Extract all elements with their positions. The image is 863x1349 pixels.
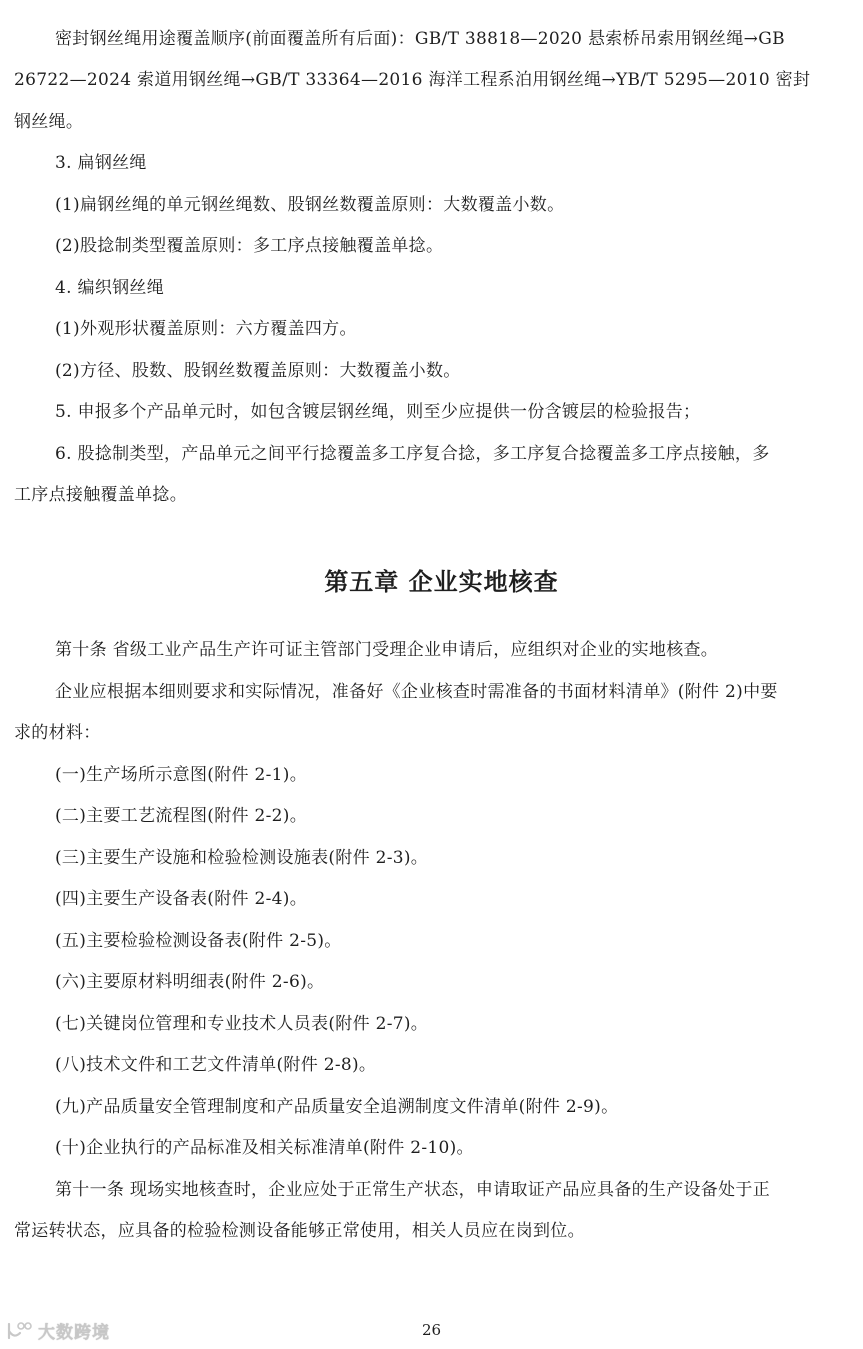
section-4-item-1: (1)外观形状覆盖原则：六方覆盖四方。 xyxy=(55,319,357,339)
section-6-line2: 工序点接触覆盖单捻。 xyxy=(14,485,187,505)
paragraph-sealed-rope-order-line2: 26722—2024 索道用钢丝绳→GB/T 33364—2016 海洋工程系泊用钢丝绳→YB/T 5295—2010 密封 xyxy=(14,70,811,90)
article-10-para2-line1: 企业应根据本细则要求和实际情况，准备好《企业核查时需准备的书面材料清单》(附件 2)中要 xyxy=(55,682,778,702)
list-item: (三)主要生产设施和检验检测设施表(附件 2-3)。 xyxy=(55,848,429,868)
paragraph-sealed-rope-order-line3: 钢丝绳。 xyxy=(14,112,84,132)
list-item: (七)关键岗位管理和专业技术人员表(附件 2-7)。 xyxy=(55,1014,429,1034)
article-11-line2: 常运转状态，应具备的检验检测设备能够正常使用，相关人员应在岗到位。 xyxy=(14,1221,585,1241)
watermark xyxy=(6,1318,110,1343)
section-4-title: 4. 编织钢丝绳 xyxy=(55,278,165,298)
article-11-line1: 第十一条 现场实地核查时，企业应处于正常生产状态，申请取证产品应具备的生产设备处于正 xyxy=(55,1180,771,1200)
section-3-item-1: (1)扁钢丝绳的单元钢丝绳数、股钢丝数覆盖原则：大数覆盖小数。 xyxy=(55,195,565,215)
list-item: (二)主要工艺流程图(附件 2-2)。 xyxy=(55,806,308,826)
section-3-item-2: (2)股捻制类型覆盖原则：多工序点接触覆盖单捻。 xyxy=(55,236,444,256)
section-5: 5. 申报多个产品单元时，如包含镀层钢丝绳，则至少应提供一份含镀层的检验报告； xyxy=(55,402,701,422)
article-10-para2-line2: 求的材料： xyxy=(14,723,101,743)
list-item: (九)产品质量安全管理制度和产品质量安全追溯制度文件清单(附件 2-9)。 xyxy=(55,1097,619,1117)
section-4-item-2: (2)方径、股数、股钢丝数覆盖原则：大数覆盖小数。 xyxy=(55,361,461,381)
list-item: (六)主要原材料明细表(附件 2-6)。 xyxy=(55,972,325,992)
brand-logo-icon xyxy=(6,1321,32,1341)
chapter-heading: 第五章 企业实地核查 xyxy=(324,567,559,596)
article-10-line1: 第十条 省级工业产品生产许可证主管部门受理企业申请后，应组织对企业的实地核查。 xyxy=(55,640,719,660)
watermark-text: 大数跨境 xyxy=(38,1323,110,1343)
section-6-line1: 6. 股捻制类型，产品单元之间平行捻覆盖多工序复合捻，多工序复合捻覆盖多工序点接触，多 xyxy=(55,444,770,464)
paragraph-sealed-rope-order-line1: 密封钢丝绳用途覆盖顺序(前面覆盖所有后面)：GB/T 38818—2020 悬索桥吊索用钢丝绳→GB xyxy=(55,29,785,49)
list-item: (一)生产场所示意图(附件 2-1)。 xyxy=(55,765,308,785)
section-3-title: 3. 扁钢丝绳 xyxy=(55,153,147,173)
page-number: 26 xyxy=(421,1321,442,1339)
list-item: (十)企业执行的产品标准及相关标准清单(附件 2-10)。 xyxy=(55,1138,474,1158)
list-item: (四)主要生产设备表(附件 2-4)。 xyxy=(55,889,308,909)
list-item: (五)主要检验检测设备表(附件 2-5)。 xyxy=(55,931,342,951)
list-item: (八)技术文件和工艺文件清单(附件 2-8)。 xyxy=(55,1055,377,1075)
